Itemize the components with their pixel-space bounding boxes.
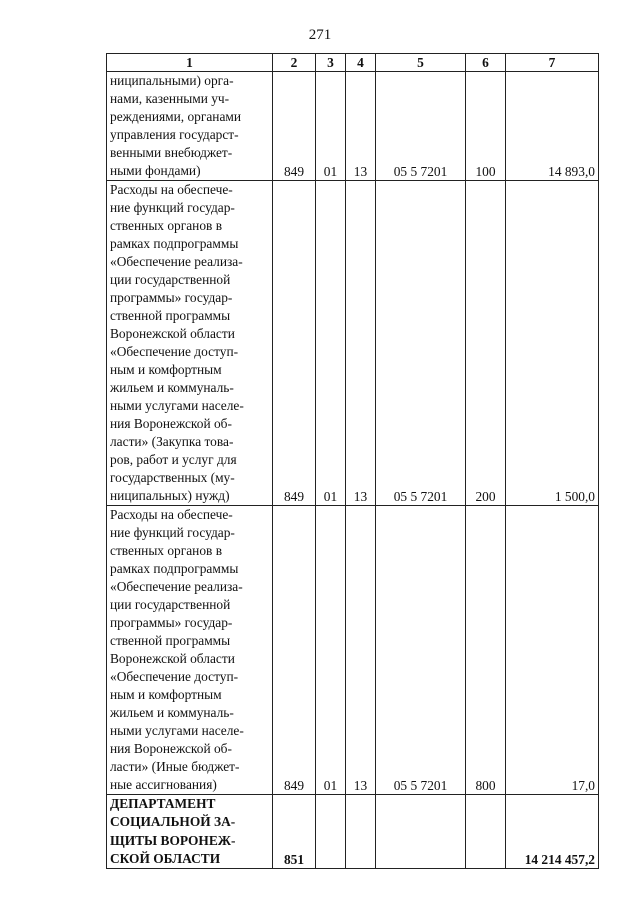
section-code: [316, 795, 346, 869]
total-amount: 14 214 457,2: [506, 795, 599, 869]
budget-table: [106, 53, 599, 869]
expense-type: [466, 795, 506, 869]
col-header-3: 3: [316, 54, 346, 72]
table-row: [107, 181, 599, 506]
ministry-code: 849: [273, 181, 316, 506]
amount: 14 893,0: [506, 72, 599, 181]
expense-type: 100: [466, 72, 506, 181]
amount: 17,0: [506, 506, 599, 795]
header-row: [107, 54, 599, 72]
row-description: Расходы на обеспече- ние функций государ- ственных органов в рамках подпрограммы «Обеспечение реализа- ции государственной программы» государ- ственной программы Воронежской области «Обеспечение доступ- ным и комфортным жильем и коммуналь- ными услугами населе- ния Воронежской об- ласти» (Иные бюджет- ные ассигнования): [107, 506, 273, 795]
total-row: [107, 795, 599, 869]
expense-type: 800: [466, 506, 506, 795]
department-title: ДЕПАРТАМЕНТ СОЦИАЛЬНОЙ ЗА- ЩИТЫ ВОРОНЕЖ- СКОЙ ОБЛАСТИ: [107, 795, 273, 869]
target-article: 05 5 7201: [376, 72, 466, 181]
page-number: 271: [308, 27, 332, 43]
ministry-code: 849: [273, 506, 316, 795]
col-header-6: 6: [466, 54, 506, 72]
section-code: 01: [316, 181, 346, 506]
table-row: [107, 72, 599, 181]
amount: 1 500,0: [506, 181, 599, 506]
target-article: [376, 795, 466, 869]
target-article: 05 5 7201: [376, 506, 466, 795]
col-header-5: 5: [376, 54, 466, 72]
subsection-code: 13: [346, 72, 376, 181]
subsection-code: [346, 795, 376, 869]
ministry-code: 851: [273, 795, 316, 869]
col-header-4: 4: [346, 54, 376, 72]
subsection-code: 13: [346, 506, 376, 795]
ministry-code: 849: [273, 72, 316, 181]
col-header-2: 2: [273, 54, 316, 72]
col-header-1: 1: [107, 54, 273, 72]
subsection-code: 13: [346, 181, 376, 506]
section-code: 01: [316, 72, 346, 181]
table-row: [107, 506, 599, 795]
section-code: 01: [316, 506, 346, 795]
target-article: 05 5 7201: [376, 181, 466, 506]
row-description: Расходы на обеспече- ние функций государ- ственных органов в рамках подпрограммы «Обеспечение реализа- ции государственной программы» государ- ственной программы Воронежской области «Обеспечение доступ- ным и комфортным жильем и коммуналь- ными услугами населе- ния Воронежской об- ласти» (Закупка това- ров, работ и услуг для государственных (му- ниципальных) нужд): [107, 181, 273, 506]
expense-type: 200: [466, 181, 506, 506]
row-description: ниципальными) орга- нами, казенными уч- реждениями, органами управления государст- венными внебюджет- ными фондами): [107, 72, 273, 181]
col-header-7: 7: [506, 54, 599, 72]
